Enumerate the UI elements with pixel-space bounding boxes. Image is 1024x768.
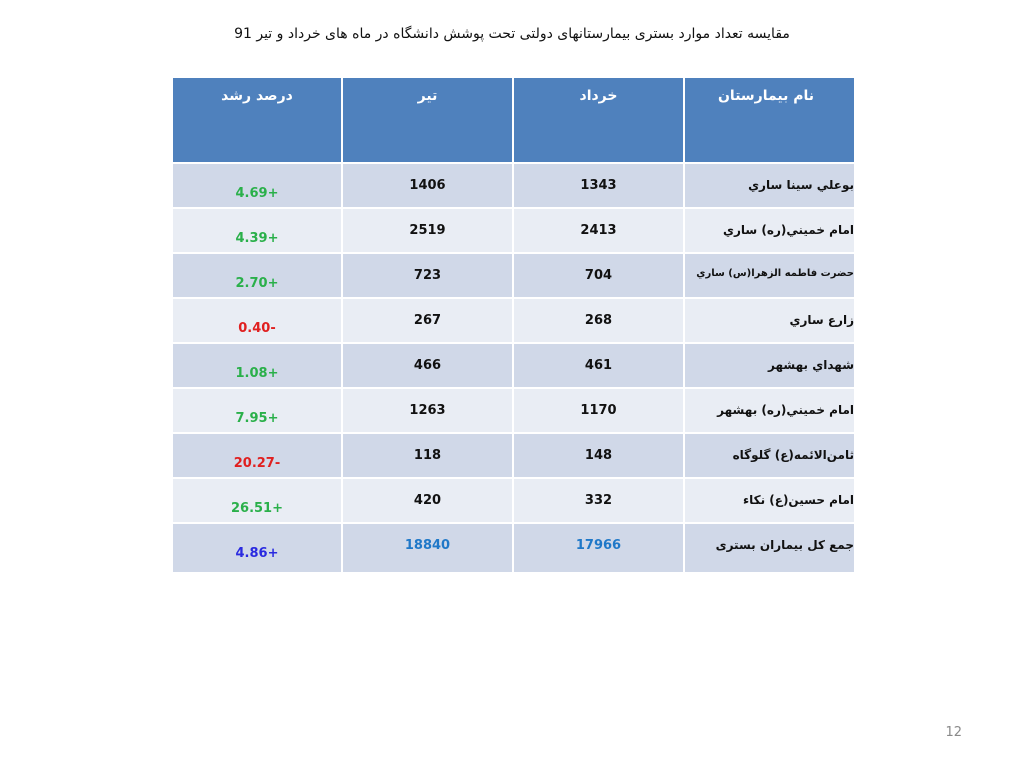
growth-cell: +4.69: [172, 163, 342, 208]
growth-cell: -20.27: [172, 433, 342, 478]
growth-cell: +7.95: [172, 388, 342, 433]
tir-cell: 2519: [342, 208, 513, 253]
khordad-cell: 704: [513, 253, 684, 298]
hospital-name-cell: امام خميني(ره) بهشهر: [684, 388, 855, 433]
header-hospital-name: نام بیمارستان: [684, 77, 855, 163]
table-row: [172, 163, 855, 208]
growth-cell: +1.08: [172, 343, 342, 388]
table-row: [172, 388, 855, 433]
khordad-cell: 148: [513, 433, 684, 478]
hospital-comparison-table: [171, 76, 856, 574]
hospital-name-cell: امام خميني(ره) ساري: [684, 208, 855, 253]
growth-cell: +2.70: [172, 253, 342, 298]
table-total-row: [172, 523, 855, 573]
table-row: [172, 253, 855, 298]
khordad-cell: 461: [513, 343, 684, 388]
khordad-cell: 1343: [513, 163, 684, 208]
header-growth: درصد رشد: [172, 77, 342, 163]
tir-cell: 118: [342, 433, 513, 478]
growth-cell: +26.51: [172, 478, 342, 523]
hospital-name-cell: ثامن‌الائمه(ع) گلوگاه: [684, 433, 855, 478]
total-khordad-cell: 17966: [513, 523, 684, 573]
total-tir-cell: 18840: [342, 523, 513, 573]
tir-cell: 1263: [342, 388, 513, 433]
table-row: [172, 208, 855, 253]
hospital-name-cell: حضرت فاطمه الزهرا(س) ساري: [684, 253, 855, 298]
hospital-name-cell: امام حسين(ع) نكاء: [684, 478, 855, 523]
tir-cell: 466: [342, 343, 513, 388]
hospital-name-cell: شهداي بهشهر: [684, 343, 855, 388]
table-row: [172, 433, 855, 478]
table-row: [172, 478, 855, 523]
page-number: 12: [945, 725, 962, 740]
tir-cell: 1406: [342, 163, 513, 208]
tir-cell: 420: [342, 478, 513, 523]
hospital-name-cell: بوعلي سينا ساري: [684, 163, 855, 208]
growth-cell: +4.39: [172, 208, 342, 253]
growth-cell: -0.40: [172, 298, 342, 343]
khordad-cell: 332: [513, 478, 684, 523]
khordad-cell: 2413: [513, 208, 684, 253]
total-growth-cell: +4.86: [172, 523, 342, 573]
table-header-row: [172, 77, 855, 163]
table-row: [172, 343, 855, 388]
slide-title: مقایسه تعداد موارد بستری بیمارستانهای دولتی تحت پوشش دانشگاه در ماه های خرداد و تیر 91: [234, 26, 790, 42]
total-label-cell: جمع كل بيماران بستری: [684, 523, 855, 573]
header-tir: تیر: [342, 77, 513, 163]
header-khordad: خرداد: [513, 77, 684, 163]
tir-cell: 267: [342, 298, 513, 343]
khordad-cell: 1170: [513, 388, 684, 433]
table-row: [172, 298, 855, 343]
khordad-cell: 268: [513, 298, 684, 343]
tir-cell: 723: [342, 253, 513, 298]
hospital-name-cell: زارع ساري: [684, 298, 855, 343]
